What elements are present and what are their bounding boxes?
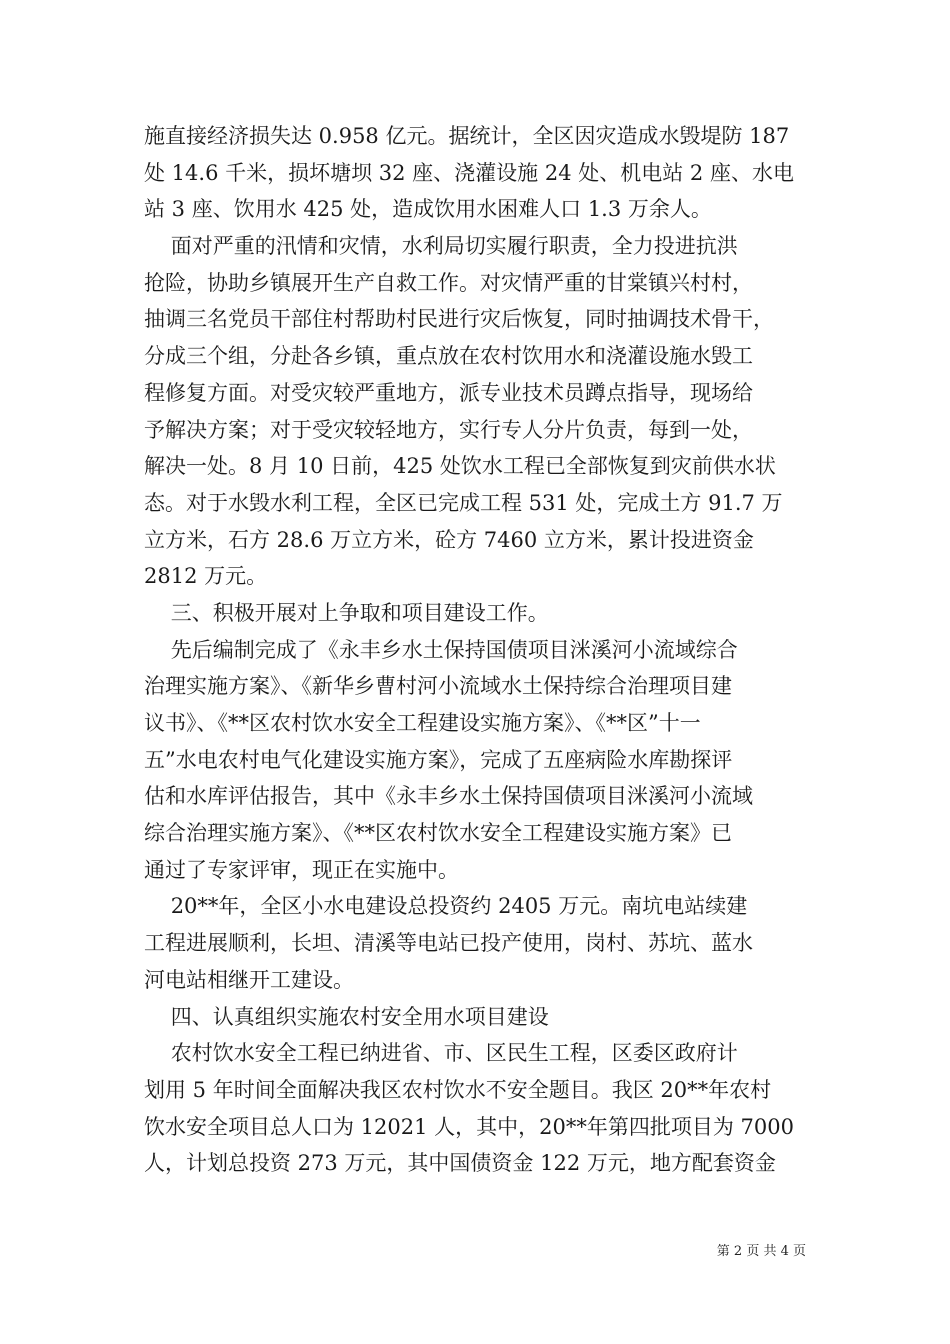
text-line: 面对严重的汛情和灾情，水利局切实履行职责，全力投进抗洪 bbox=[144, 234, 738, 259]
text-line: 五”水电农村电气化建设实施方案》，完成了五座病险水库勘探评 bbox=[144, 747, 733, 772]
text-line: 解决一处。8 月 10 日前，425 处饮水工程已全部恢复到灾前供水状 bbox=[144, 454, 776, 479]
text-line: 估和水库评估报告，其中《永丰乡水土保持国债项目洣溪河小流域 bbox=[144, 784, 753, 809]
text-line: 予解决方案；对于受灾较轻地方，实行专人分片负责，每到一处， bbox=[144, 417, 753, 442]
text-line: 2812 万元。 bbox=[144, 564, 268, 589]
body-text bbox=[144, 118, 814, 1182]
text-line: 抢险，协助乡镇展开生产自救工作。对灾情严重的甘棠镇兴村村， bbox=[144, 270, 753, 295]
text-line: 施直接经济损失达 0.958 亿元。据统计，全区因灾造成水毁堤防 187 bbox=[144, 124, 790, 148]
text-line: 饮水安全项目总人口为 12021 人，其中，20**年第四批项目为 7000 bbox=[144, 1114, 794, 1139]
text-line: 农村饮水安全工程已纳进省、市、区民生工程，区委区政府计 bbox=[144, 1041, 738, 1066]
text-line: 分成三个组，分赴各乡镇，重点放在农村饮用水和浇灌设施水毁工 bbox=[144, 344, 753, 369]
text-line: 处 14.6 千米，损坏塘坝 32 座、浇灌设施 24 处、机电站 2 座、水电 bbox=[144, 160, 794, 185]
text-line: 治理实施方案》、《新华乡曹村河小流域水土保持综合治理项目建 bbox=[144, 674, 732, 699]
text-line: 工程进展顺利，长坦、清溪等电站已投产使用，岗村、苏坑、蓝水 bbox=[144, 931, 753, 956]
text-line: 通过了专家评审，现正在实施中。 bbox=[144, 857, 459, 882]
text-line: 站 3 座、饮用水 425 处，造成饮用水困难人口 1.3 万余人。 bbox=[144, 197, 712, 222]
text-line: 先后编制完成了《永丰乡水土保持国债项目洣溪河小流域综合 bbox=[144, 637, 738, 662]
text-line: 综合治理实施方案》、《**区农村饮水安全工程建设实施方案》已 bbox=[144, 821, 732, 846]
text-line: 议书》、《**区农村饮水安全工程建设实施方案》、《**区”十一 bbox=[144, 711, 701, 735]
section-heading: 四、认真组织实施农村安全用水项目建设 bbox=[144, 1004, 549, 1029]
text-line: 抽调三名党员干部住村帮助村民进行灾后恢复，同时抽调技术骨干， bbox=[144, 307, 774, 332]
text-line: 河电站相继开工建设。 bbox=[144, 967, 354, 992]
text-line: 态。对于水毁水利工程，全区已完成工程 531 处，完成土方 91.7 万 bbox=[144, 490, 783, 515]
page-number-footer: 第 2 页 共 4 页 bbox=[716, 1244, 806, 1259]
text-line: 程修复方面。对受灾较严重地方，派专业技术员蹲点指导，现场给 bbox=[144, 380, 753, 405]
section-heading: 三、积极开展对上争取和项目建设工作。 bbox=[144, 600, 549, 625]
text-line: 立方米，石方 28.6 万立方米，砼方 7460 立方米，累计投进资金 bbox=[144, 527, 754, 552]
text-line: 人，计划总投资 273 万元，其中国债资金 122 万元，地方配套资金 bbox=[144, 1151, 776, 1176]
text-line: 划用 5 年时间全面解决我区农村饮水不安全题目。我区 20**年农村 bbox=[144, 1077, 772, 1102]
text-line: 20**年，全区小水电建设总投资约 2405 万元。南坑电站续建 bbox=[144, 894, 748, 919]
